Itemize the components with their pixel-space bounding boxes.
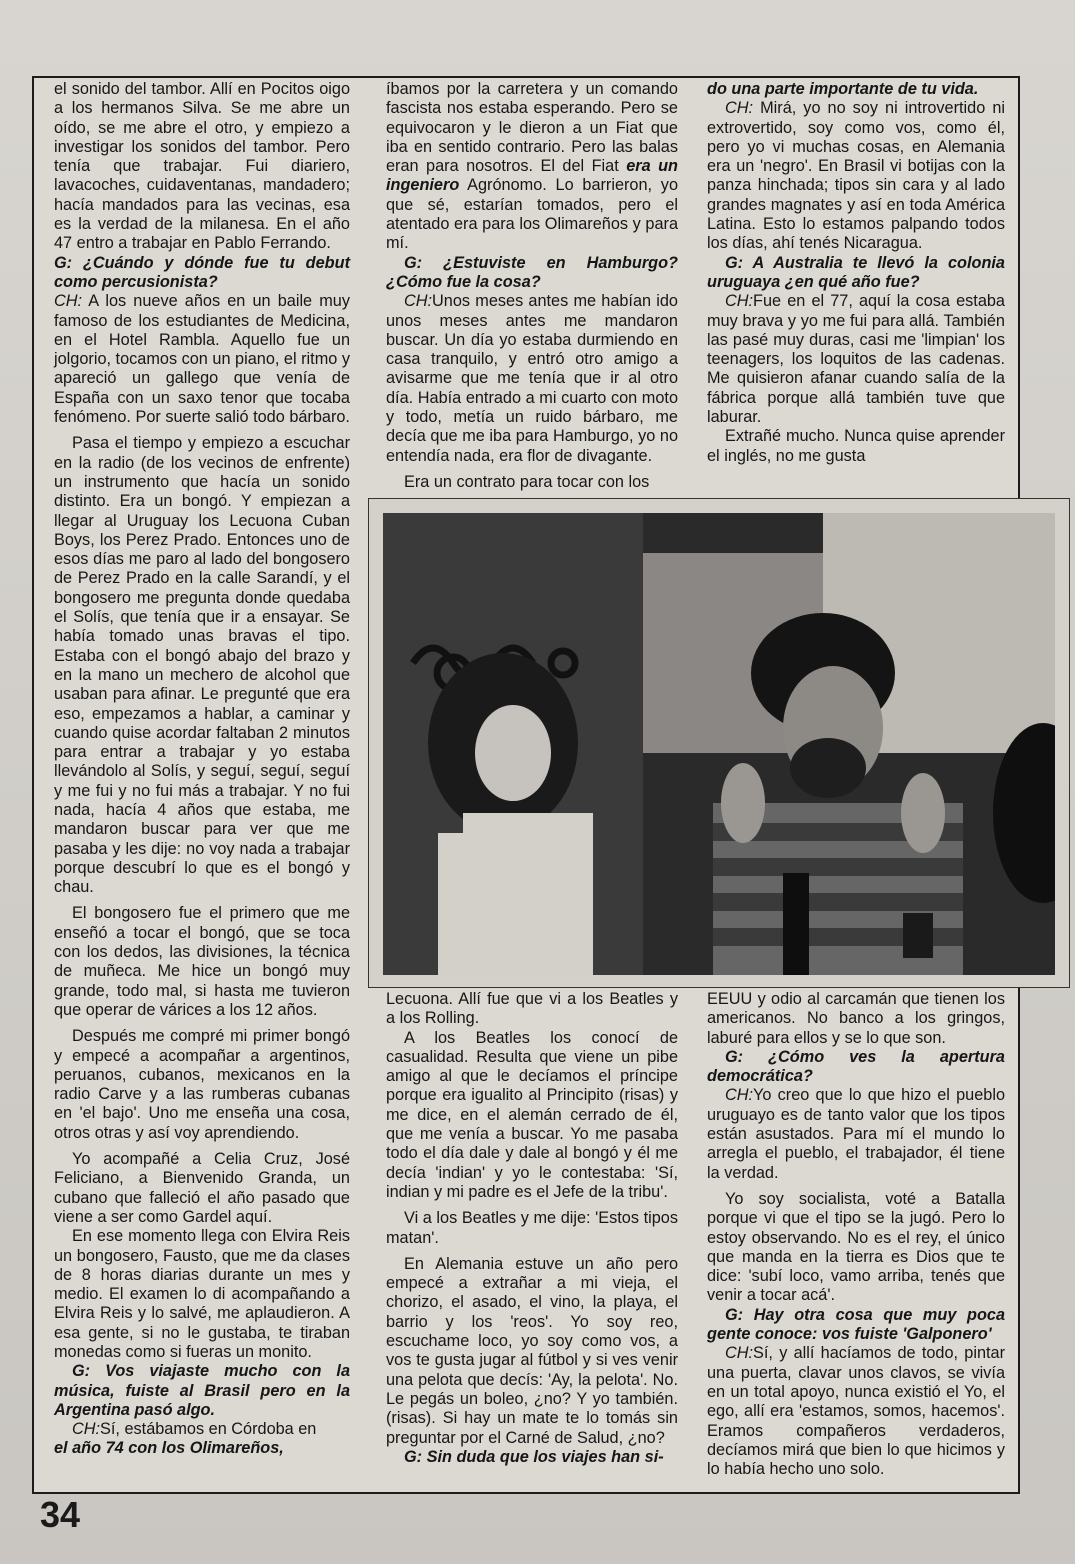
paragraph: En ese momento llega con Elvira Reis un bongosero, Fausto, que me da clases de 8 horas diarias durante un mes y medio. El examen lo di acompañando a Elvira Reis y lo salvé, me aplaudieron. A esa gente, si no le gustaba, te tiraban monedas como si fueras un monito. [54, 1227, 350, 1361]
paragraph: En Alemania estuve un año pero empecé a extrañar a mi vieja, el chorizo, el asado, el vino, la playa, el barrio y los 'reos'. Yo soy reo, escuchame loco, yo soy como vos, a vos te gusta jugar al fútbol y si ves venir una pelota que decís: 'Ay, la pelota'. No. Le pegás un boleo, ¿no? Y yo también. (risas). Si hay un mate te lo tomás sin preguntar por el Carné de Salud, ¿no? [386, 1254, 678, 1447]
answer-text: Sí, estábamos en Córdoba en [100, 1420, 317, 1439]
paragraph: Era un contrato para tocar con los [404, 472, 650, 491]
answer [707, 1086, 1005, 1182]
paragraph [386, 80, 678, 254]
page-number: 34 [40, 1494, 81, 1535]
photo [383, 513, 1055, 975]
question: G: Vos viajaste mucho con la música, fuiste al Brasil pero en la Argentina pasó algo. [54, 1362, 350, 1419]
answer [707, 1344, 1005, 1479]
paragraph: El bongosero fue el primero que me enseñó a tocar el bongó, que se toca con los dedos, las divisiones, la técnica de muñeca. Me hice un bongó muy grande, todo mal, si hasta me tuvieron que operar de várices a los 12 años. [54, 904, 350, 1019]
answer [707, 99, 1005, 253]
question: do una parte importante de tu vida. [707, 80, 979, 98]
photo-frame [368, 498, 1070, 988]
question: G: ¿Cuándo y dónde fue tu debut como percusionista? [54, 253, 350, 291]
speaker-label: CH: [72, 1420, 101, 1439]
glass [903, 913, 933, 958]
speaker-label: CH: [725, 99, 754, 118]
column-3-bottom [707, 990, 1005, 1479]
text-italic: era un ingeniero [386, 157, 678, 195]
bottle [783, 873, 809, 975]
question: G: ¿Cómo ves la apertura democrática? [707, 1047, 1005, 1086]
paragraph: Pasa el tiempo y empiezo a escuchar en la radio (de los vecinos de enfrente) un instrumento que hacía un sonido distinto. Era un bongó. Y empiezan a llegar al Uruguay los Lecuona Cuban Boys, los Perez Prado. Entonces uno de esos días me paro al lado del bongosero de Perez Prado en la calle Sarandí, y el bongosero me pregunta donde quedaba el Solís, que tenía que ir a ensayar. Se había tomado unas bravas el tipo. Estaba con el bongó abajo del brazo y en la mano un mechero de alcohol que usaban para afinar. Le pregunté que era eso, empezamos a hablar, a caminar y cuando quise acordar faltaban 2 minutos para entrar a trabajar y yo estaba llevándolo al Solís, y seguí, seguí, seguí y me fui y no fui más a trabajar. Y no fui nada, hacía 4 años que estaba, me mandaron buscar para ver que me pasaba y les dije: no voy nada a trabajar porque descubrí lo que es el bongó y chau. [54, 434, 350, 897]
paragraph: EEUU y odio al carcamán que tienen los americanos. No banco a los gringos, laburé para ellos y se lo que son. [707, 990, 1005, 1047]
paragraph: A los Beatles los conocí de casualidad. Resulta que viene un pibe amigo al que le decíamos el príncipe porque era igualito al Principito (risas) y me dice, en el alemán cerrado de él, que me venía a buscar. Yo me pasaba todo el día dale y dale al bongó y él me decía 'indian' y yo le contestaba: 'Sí, indian y mi padre es el Jefe de la tribu'. [386, 1028, 678, 1201]
answer [54, 292, 350, 427]
speaker-label: CH: [725, 292, 754, 311]
answer-text: Yo creo que lo que hizo el pueblo uruguayo es de tanto valor que los tipos están asustados. Para mí el mundo lo arregla el pueblo, el trabajador, él tiene la verdad. [707, 1086, 1005, 1182]
question: G: Sin duda que los viajes han si- [404, 1447, 664, 1466]
answer-text: Unos meses antes me habían ido unos meses antes me mandaron buscar. Un día yo estaba durmiendo en casa tranquilo, y entró otro amigo a avisarme que me tenía que ir al otro día. Había entrado a mi cuarto con moto y todo, metía un ruido bárbaro, me decía que me iba para Hamburgo, yo no entendía nada, era flor de divagante. [386, 292, 678, 465]
column-2-top [386, 80, 678, 492]
speaker-label: CH: [404, 292, 433, 311]
paragraph: el sonido del tambor. Allí en Pocitos oigo a los hermanos Silva. Se me abre un oído, se me abre el otro, y empiezo a investigar los sonidos del tambor. Pero tenía que trabajar. Fui diariero, lavacoches, cuidaventanas, mandadero; hacía mandados para las vecinas, esa es la verdad de la milanesa. En el año 47 entro a trabajar en Pablo Ferrando. [54, 80, 350, 253]
paragraph: Después me compré mi primer bongó y empecé a acompañar a argentinos, peruanos, cubanos, mexicanos en la radio Carve y a las rumberas cubanas en 'el bajo'. Uno me enseña una cosa, otros otras y así voy aprendiendo. [54, 1027, 350, 1142]
paragraph: Yo acompañé a Celia Cruz, José Feliciano, a Bienvenido Granda, un cubano que falleció el año pasado que viene a ser como Gardel aquí. [54, 1150, 350, 1226]
question: G: A Australia te llevó la colonia uruguaya ¿en qué año fue? [707, 253, 1005, 291]
paragraph: Extrañé mucho. Nunca quise aprender el inglés, no me gusta [707, 427, 1005, 465]
answer-text: Mirá, yo no soy ni introvertido ni extrovertido, soy como vos, como él, pero yo vi muchas cosas, en Alemania era un 'negro'. En Brasil vi botijas con la panza hinchada; tipos sin cara y al lado grandes magnates y así en toda América Latina. Esto lo estamos palpando todos los días, ahí tenés Nicaragua. [707, 99, 1005, 253]
paragraph: Yo soy socialista, voté a Batalla porque vi que el tipo se la jugó. Pero lo estoy observando. No es el rey, el único que manda en la tierra es Dios que te dice: 'subí loco, vamo arriba, tenés que venir a tocar acá'. [707, 1189, 1005, 1305]
text: Agrónomo. Lo barrieron, yo que sé, estarían tomados, pero el atentado era para los Olimareños y para mí. [386, 176, 679, 253]
column-1 [54, 80, 350, 1459]
question: G: ¿Estuviste en Hamburgo? ¿Cómo fue la cosa? [386, 253, 678, 291]
answer-text: Sí, y allí hacíamos de todo, pintar una puerta, clavar unos clavos, se vivía en un total apoyo, nunca existió el Yo, el ego, allí era 'estamos, somos, hacemos'. Eramos compañeros verdaderos, decíamos mirá que bien lo que hicimos y lo había hecho uno solo. [707, 1344, 1005, 1479]
column-3-top [707, 80, 1005, 466]
speaker-label: CH: [54, 292, 83, 311]
paragraph: Lecuona. Allí fue que vi a los Beatles y a los Rolling. [386, 990, 678, 1028]
text: íbamos por la carretera y un comando fascista nos estaba esperando. Pero se equivocaron y le dieron a un Fiat que iba en sentido contrario. Pero las balas eran para nosotros. El del Fiat [386, 80, 678, 176]
speaker-label: CH: [725, 1086, 754, 1105]
answer-text: Fue en el 77, aquí la cosa estaba muy brava y yo me fui para allá. También las pasé muy duras, casi me 'limpian' los teenagers, los loquitos de las cadenas. Me quisieron afanar cuando salía de la fábrica porque allá también tuve que laburar. [707, 292, 1005, 427]
interview-photo [383, 513, 1055, 975]
column-2-bottom [386, 990, 678, 1467]
answer-text: A los nueve años en un baile muy famoso de los estudiantes de Medicina, en el Hotel Rambla. Aquello fue un jolgorio, tocamos con un piano, el ritmo y apareció un gallego que venía de España con un saxo tenor que tocaba fenómeno. Por suerte salió todo bárbaro. [54, 292, 350, 427]
answer [54, 1420, 350, 1439]
paragraph: el año 74 con los Olimareños, [54, 1439, 284, 1458]
speaker-label: CH: [725, 1344, 754, 1363]
question: G: Hay otra cosa que muy poca gente conoce: vos fuiste 'Galponero' [707, 1305, 1005, 1344]
paragraph: Vi a los Beatles y me dije: 'Estos tipos matan'. [386, 1209, 678, 1247]
answer [707, 292, 1005, 427]
answer [386, 292, 678, 466]
